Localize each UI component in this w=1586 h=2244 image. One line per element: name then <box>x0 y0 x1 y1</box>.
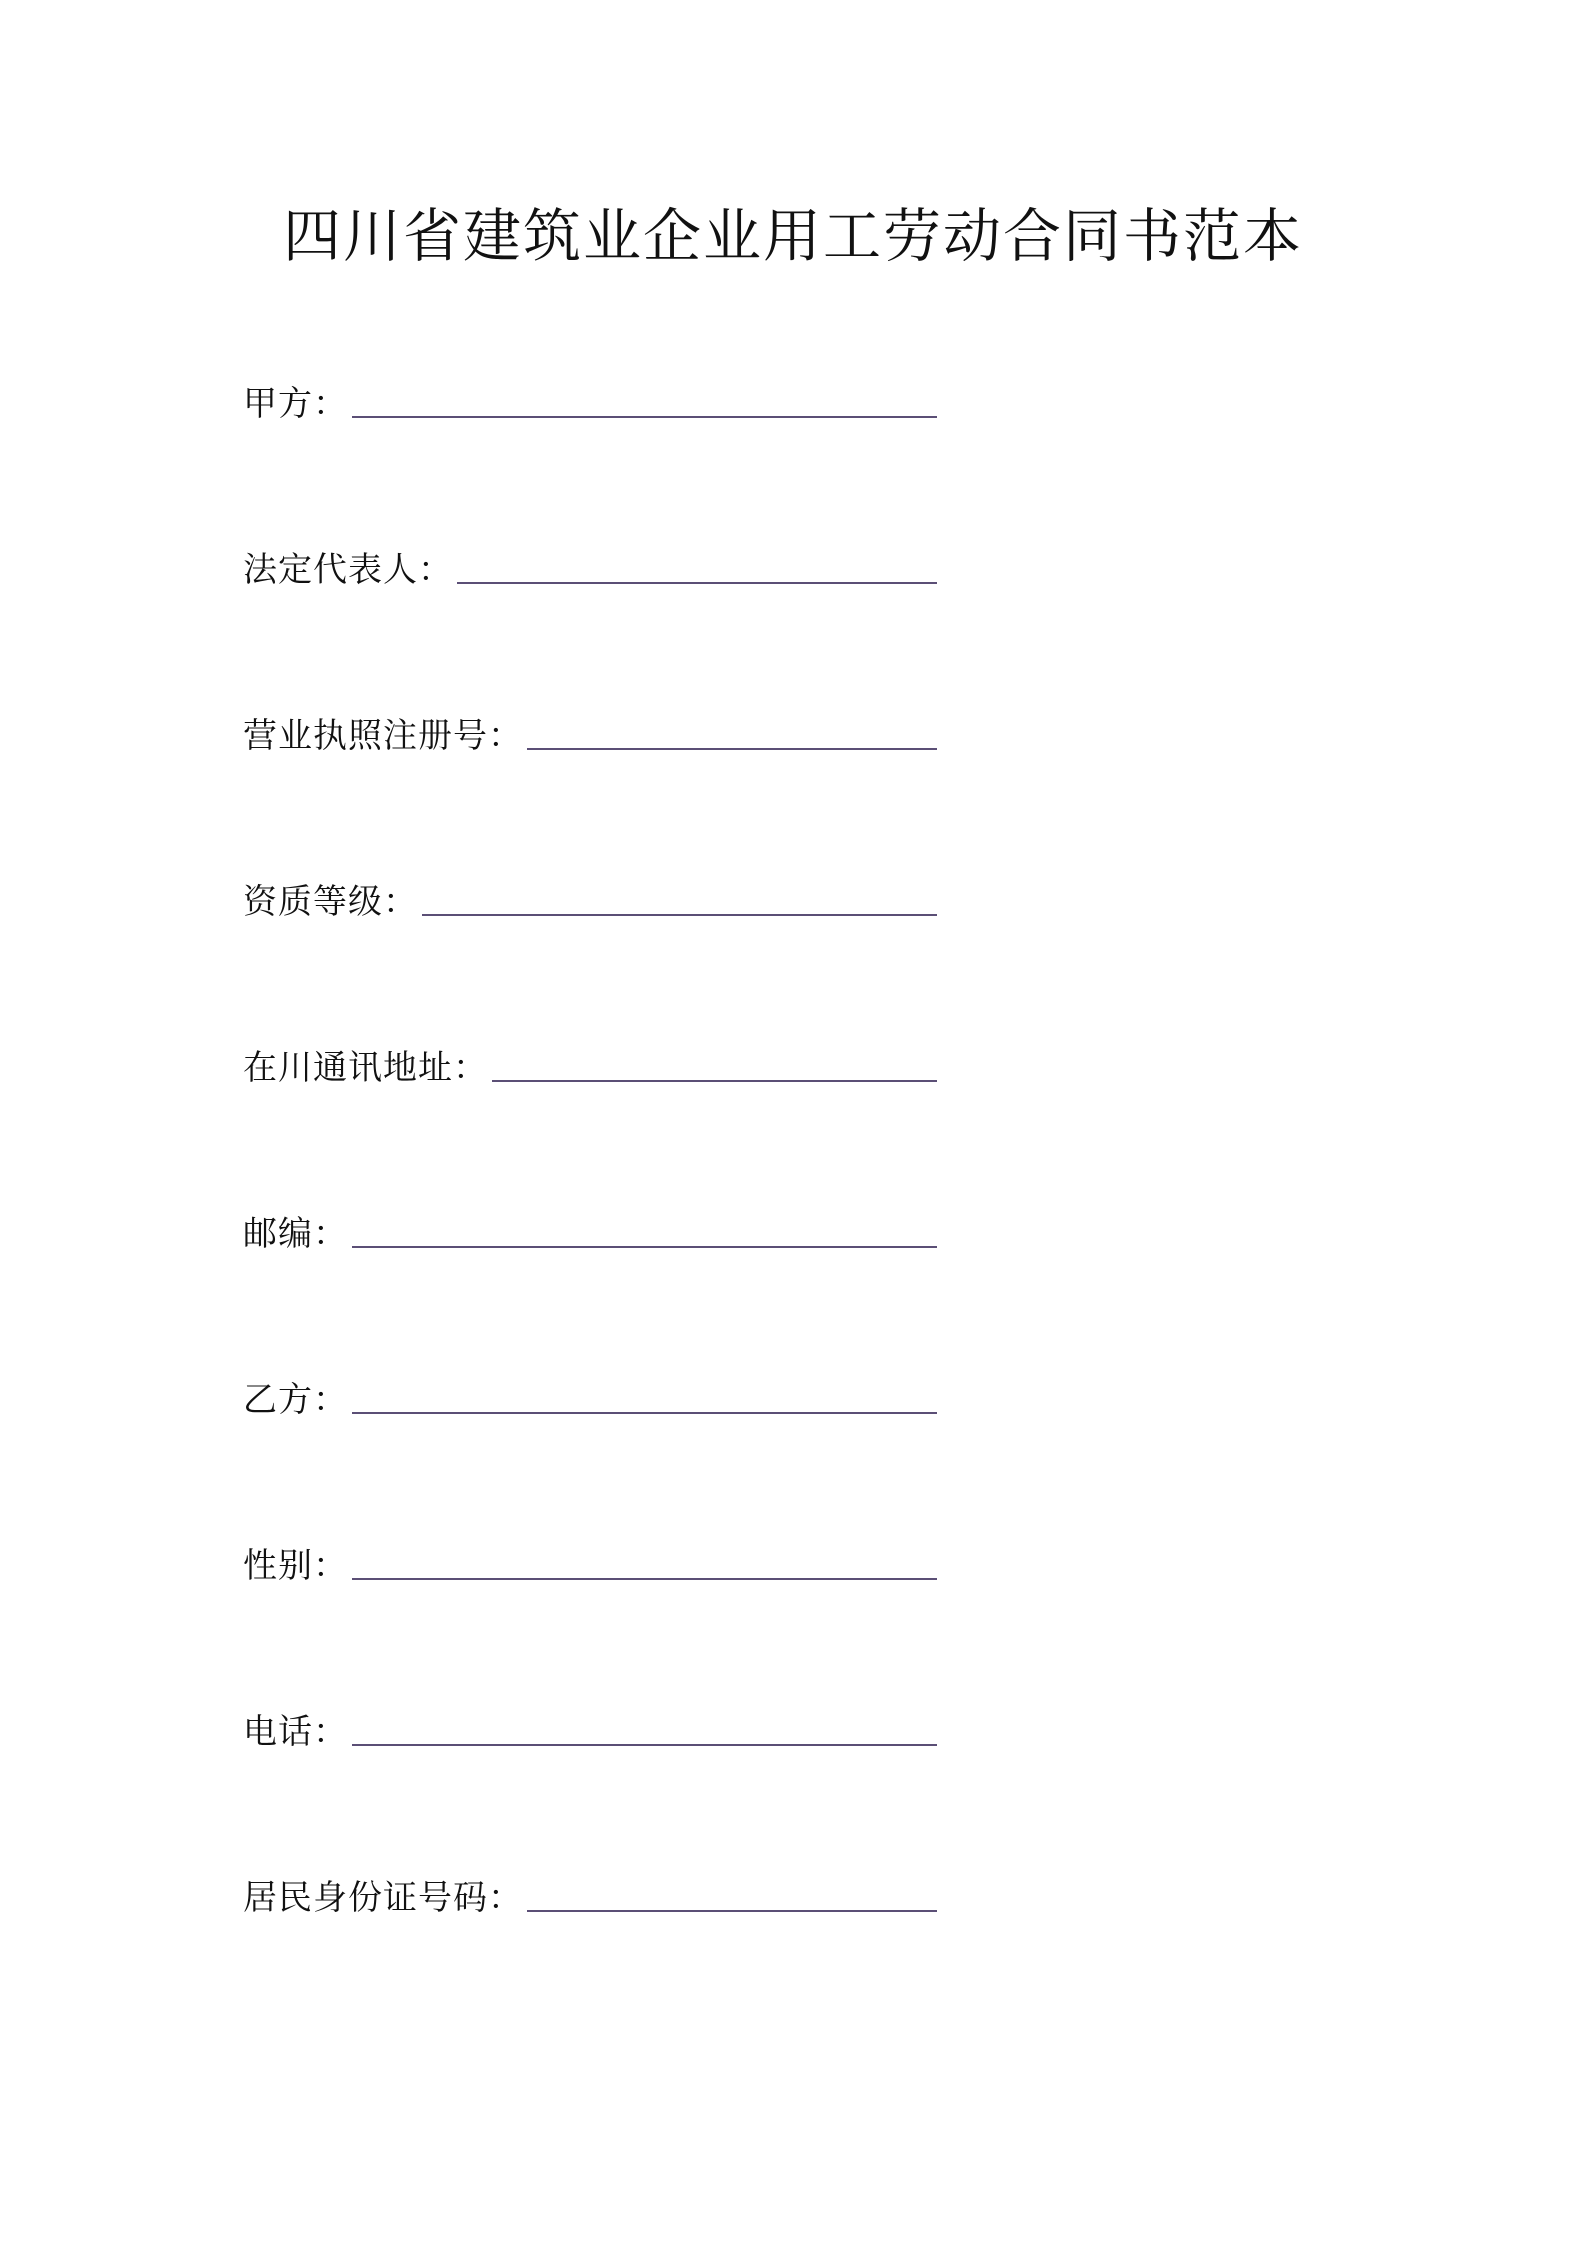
gender-blank <box>352 1538 937 1580</box>
phone-label: 电话： <box>243 1712 348 1752</box>
id-number-label: 居民身份证号码： <box>243 1878 523 1918</box>
party-b-label: 乙方： <box>243 1380 348 1420</box>
qualification-grade-blank <box>422 874 937 916</box>
party-b-blank <box>352 1372 937 1414</box>
business-license-number-blank <box>527 708 937 750</box>
form-row-id-number <box>243 1866 937 1922</box>
business-license-number-label: 营业执照注册号： <box>243 716 523 756</box>
qualification-grade-label: 资质等级： <box>243 882 418 922</box>
legal-representative-blank <box>457 542 937 584</box>
form-row-party-a <box>243 372 937 428</box>
sichuan-address-blank <box>492 1040 937 1082</box>
form-row-phone <box>243 1700 937 1756</box>
form-row-qualification-grade <box>243 870 937 926</box>
id-number-blank <box>527 1870 937 1912</box>
postal-code-label: 邮编： <box>243 1214 348 1254</box>
form-row-gender <box>243 1534 937 1590</box>
phone-blank <box>352 1704 937 1746</box>
gender-label: 性别： <box>243 1546 348 1586</box>
party-a-label: 甲方： <box>243 384 348 424</box>
form-row-party-b <box>243 1368 937 1424</box>
form-row-business-license-number <box>243 704 937 760</box>
form-row-sichuan-address <box>243 1036 937 1092</box>
legal-representative-label: 法定代表人： <box>243 550 453 590</box>
form-row-legal-representative <box>243 538 937 594</box>
document-title: 四川省建筑业企业用工劳动合同书范本 <box>282 202 1303 270</box>
postal-code-blank <box>352 1206 937 1248</box>
form-row-postal-code <box>243 1202 937 1258</box>
party-a-blank <box>352 376 937 418</box>
sichuan-address-label: 在川通讯地址： <box>243 1048 488 1088</box>
